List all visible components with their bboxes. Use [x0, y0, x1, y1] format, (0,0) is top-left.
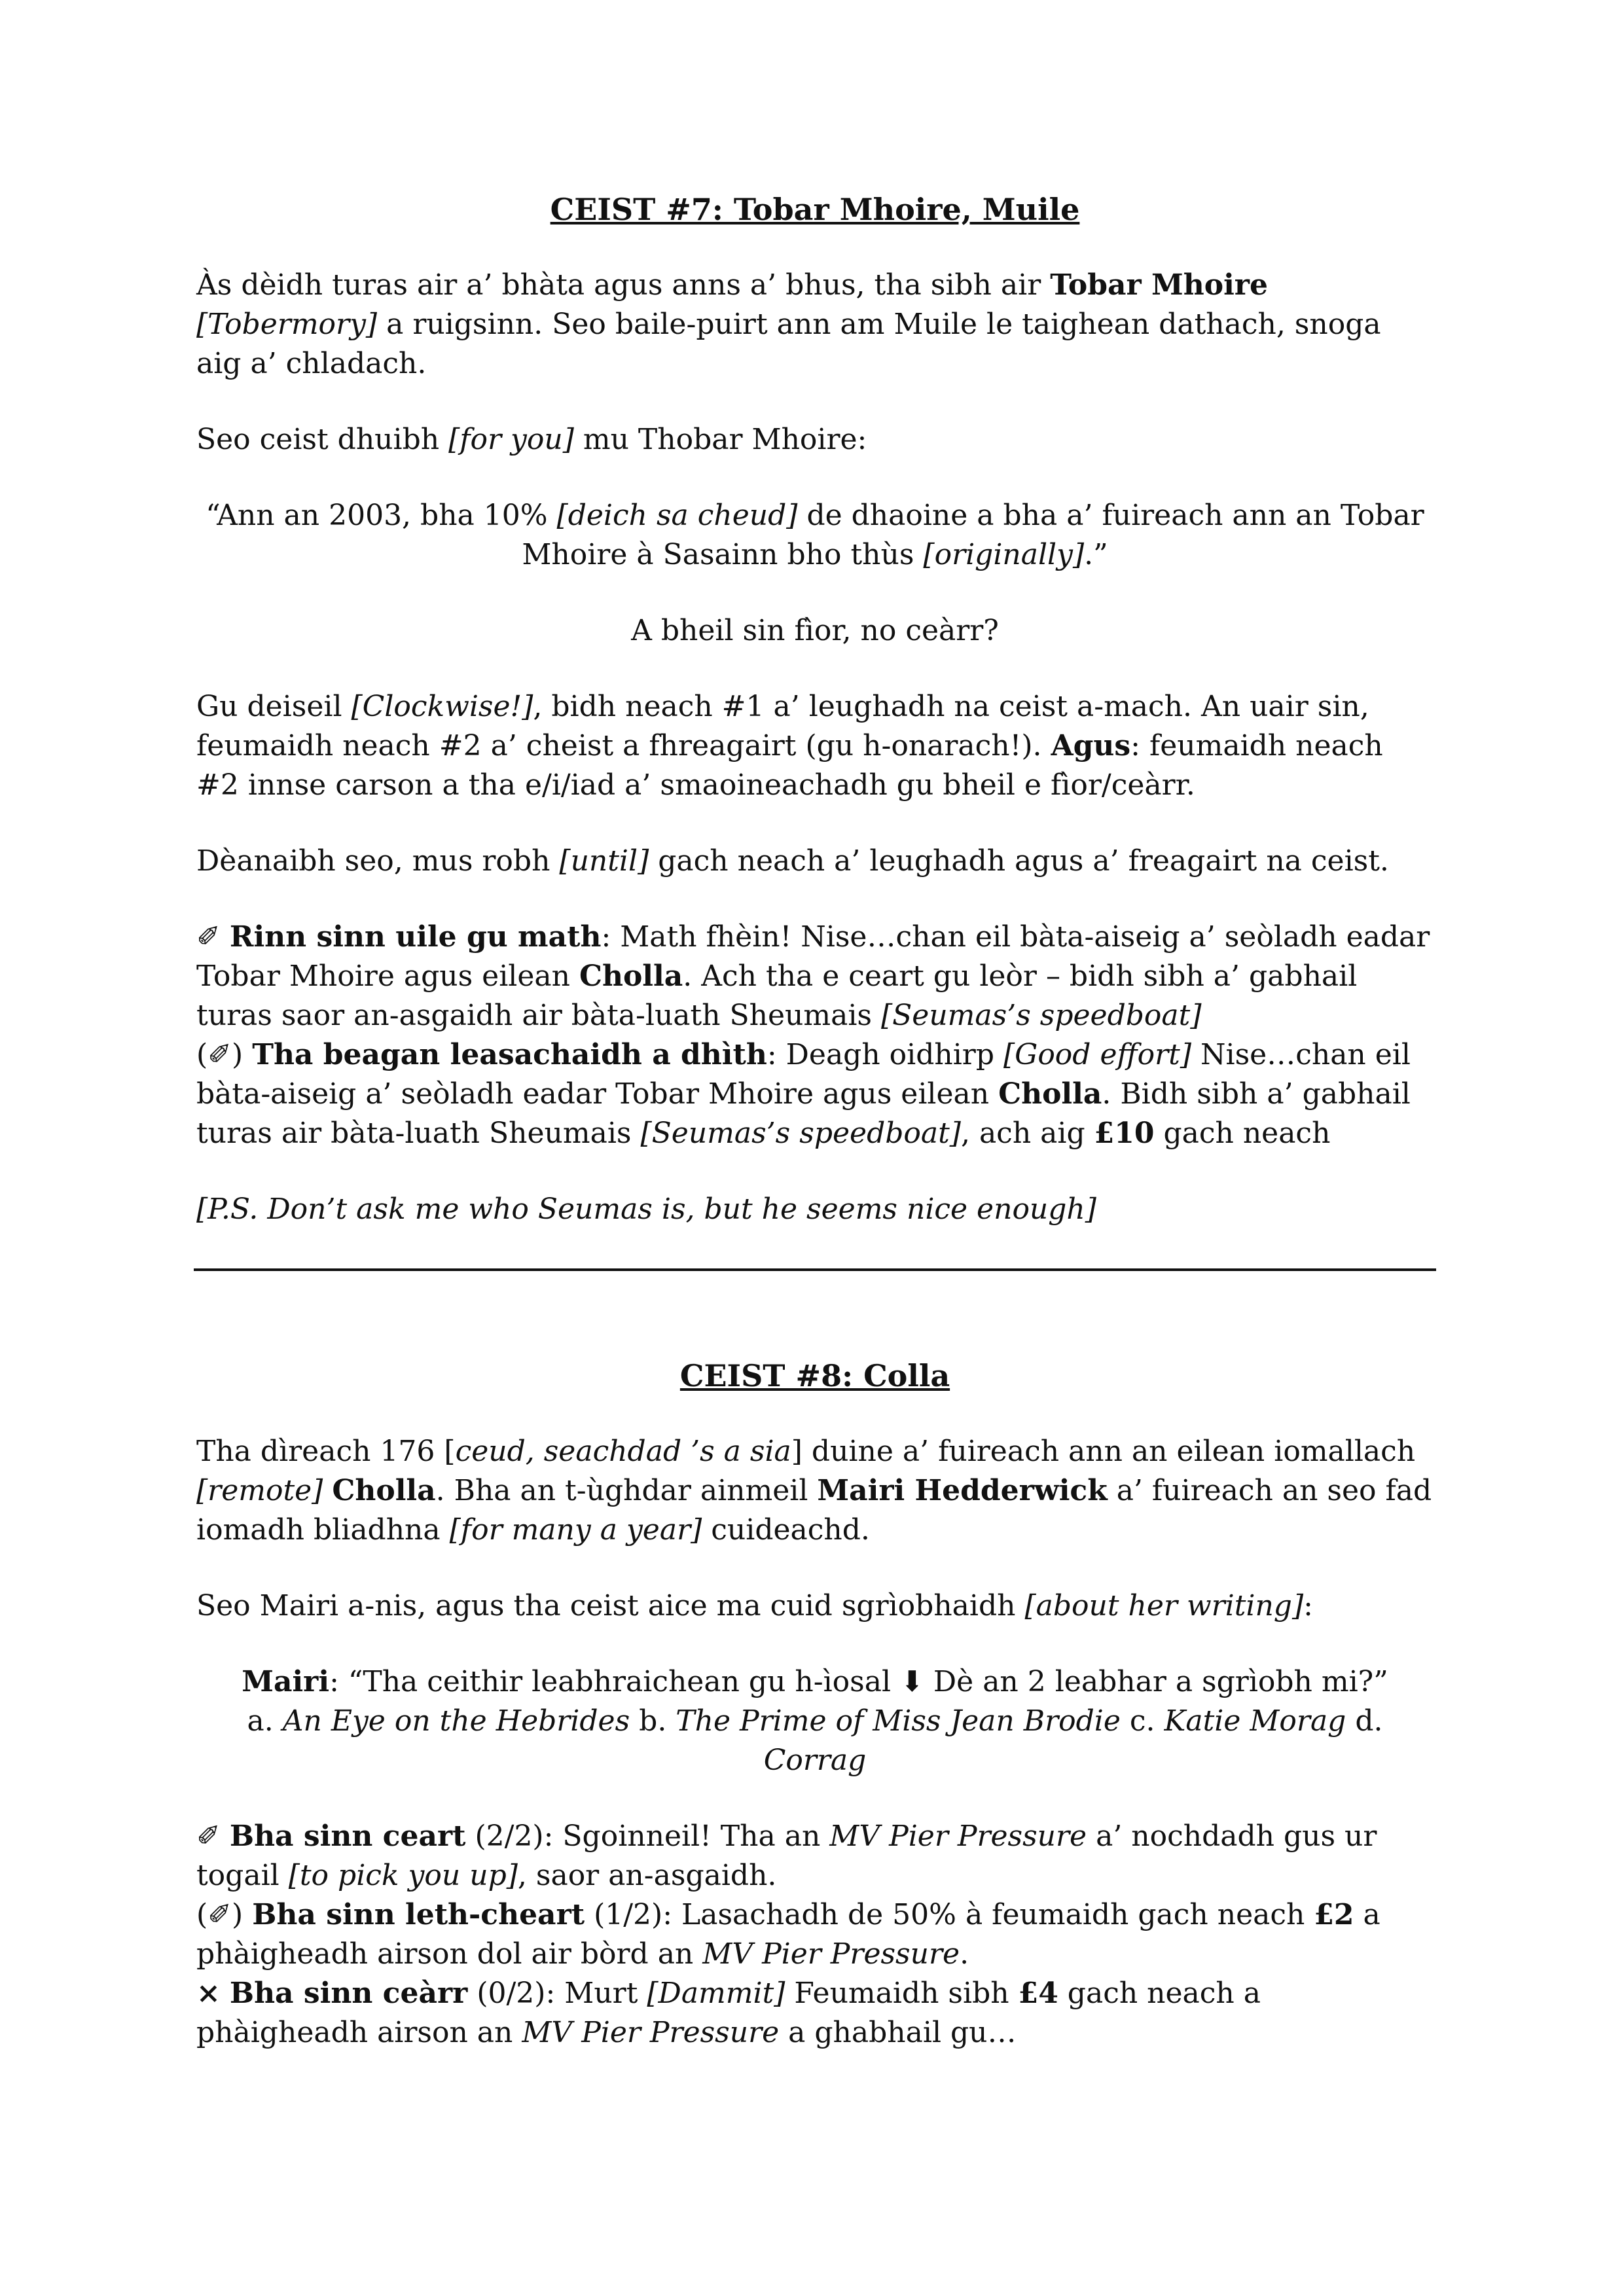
q7-rules [196, 687, 1434, 805]
option-label: c. [1120, 1704, 1164, 1738]
text: a phàigheadh airson dol air bòrd an [196, 1898, 1380, 1971]
option-label: b. [630, 1704, 676, 1738]
text: de dhaoine a bha a’ fuireach ann an Tobar Mhoire à Sasainn bho thùs [522, 499, 1424, 571]
option-d: Corrag [763, 1744, 867, 1777]
text: “Ann an 2003, bha 10% [206, 499, 557, 532]
text: a’ nochdadh gus ur togail [196, 1820, 1377, 1892]
q8-ask [196, 1587, 1434, 1626]
text: Às dèidh turas air a’ bhàta agus anns a’ bhus, tha sibh air [196, 268, 1051, 302]
text: : [1303, 1589, 1313, 1623]
text: Feumaidh sibh [785, 1977, 1019, 2010]
text: a ghabhail gu… [779, 2016, 1017, 2049]
text: a’ fuireach an seo fad iomadh bliadhna [196, 1474, 1432, 1547]
text: (2/2): Sgoinneil! Tha an [465, 1820, 830, 1853]
text: . Bha an t-ùghdar ainmeil [435, 1474, 818, 1507]
q8-intro [196, 1432, 1434, 1550]
text: Seo ceist dhuibh [196, 423, 449, 456]
outcome-label: Tha beagan leasachaidh a dhìth [252, 1038, 767, 1071]
page-content [196, 190, 1434, 2089]
text: : Deagh oidhirp [767, 1038, 1003, 1071]
place-name: Cholla [998, 1077, 1102, 1111]
text: Dèanaibh seo, mus robh [196, 844, 560, 878]
option-label: a. [247, 1704, 283, 1738]
translation: ceud, seachdad ’s a sia [455, 1435, 791, 1468]
q7-quote [196, 496, 1434, 575]
q8-outcome-bad [196, 1974, 1434, 2053]
emphasis: Agus [1051, 729, 1131, 762]
place-name: Cholla [579, 960, 683, 993]
option-b: The Prime of Miss Jean Brodie [676, 1704, 1121, 1738]
q7-repeat [196, 842, 1434, 881]
text: . [960, 1937, 969, 1971]
text [323, 1474, 332, 1507]
option-a: An Eye on the Hebrides [282, 1704, 630, 1738]
ship-name: MV Pier Pressure [522, 2016, 780, 2049]
translation: [Dammit] [647, 1977, 785, 2010]
speaker-name: Mairi [242, 1665, 330, 1698]
text: gach neach a’ leughadh agus a’ freagairt na ceist. [649, 844, 1389, 878]
check-pencil-icon: ✐ [196, 1820, 221, 1853]
q7-outcome-ok [196, 1035, 1434, 1153]
text: cuideachd. [702, 1513, 870, 1547]
text: Gu deiseil [196, 690, 352, 723]
text: , ach aig [960, 1117, 1094, 1150]
text: Nise…chan eil bàta-aiseig a’ seòladh eadar Tobar Mhoire agus eilean [196, 1038, 1411, 1111]
text: (1/2): Lasachadh de 50% à feumaidh gach neach [585, 1898, 1314, 1931]
q8-outcome-ok [196, 1895, 1434, 1974]
q7-ask [196, 420, 1434, 459]
translation: [until] [559, 844, 649, 878]
text: . Bidh sibh a’ gabhail turas air bàta-luath Sheumais [196, 1077, 1411, 1150]
translation: [about her writing] [1024, 1589, 1304, 1623]
option-c: Katie Morag [1164, 1704, 1346, 1738]
translation: [for many a year] [449, 1513, 702, 1547]
text: : “Tha ceithir leabhraichean gu h-ìosal [329, 1665, 901, 1698]
text: .” [1084, 538, 1108, 571]
question-7-heading: CEIST #7: Tobar Mhoire, Muile [550, 192, 1080, 227]
arrow-down-icon: ⬇ [900, 1665, 924, 1698]
text: Seo Mairi a-nis, agus tha ceist aice ma cuid sgrìobhaidh [196, 1589, 1025, 1623]
q8-outcome-good [196, 1817, 1434, 1895]
check-pencil-icon: ✐ [196, 920, 221, 954]
option-label: d. [1346, 1704, 1383, 1738]
text: , bidh neach #1 a’ leughadh na ceist a-mach. An uair sin, feumaidh neach #2 a’ cheist a fhreagairt (gu h-onarach!). [196, 690, 1369, 762]
cross-icon: × [196, 1977, 221, 2010]
price: £4 [1018, 1977, 1058, 2010]
translation: [Tobermory] [196, 308, 378, 341]
check-pencil-icon: (✐) [196, 1038, 244, 1071]
outcome-label: Bha sinn ceàrr [229, 1977, 468, 2010]
ps-note: [P.S. Don’t ask me who Seumas is, but he seems nice enough] [196, 1193, 1096, 1226]
place-name: Cholla [332, 1474, 436, 1507]
text: Dè an 2 leabhar a sgrìobh mi?” [924, 1665, 1388, 1698]
text: . Ach tha e ceart gu leòr – bidh sibh a’ gabhail turas saor an-asgaidh air bàta-luath Sheumais [196, 960, 1358, 1032]
text: : feumaidh neach #2 innse carson a tha e/i/iad a’ smaoineachadh gu bheil e fìor/ceàrr. [196, 729, 1383, 802]
question-8-heading: CEIST #8: Colla [679, 1358, 950, 1393]
translation: [Seumas’s speedboat] [640, 1117, 961, 1150]
translation: [Seumas’s speedboat] [881, 999, 1202, 1032]
text: , saor an-asgaidh. [517, 1859, 777, 1892]
place-name: Tobar Mhoire [1050, 268, 1268, 302]
price: £2 [1314, 1898, 1354, 1931]
price: £10 [1094, 1117, 1155, 1150]
text: gach neach [1154, 1117, 1331, 1150]
outcome-label: Bha sinn leth-cheart [252, 1898, 585, 1931]
translation: [Good effort] [1003, 1038, 1192, 1071]
q8-quote [196, 1662, 1434, 1780]
q7-intro [196, 266, 1434, 384]
text: Tha dìreach 176 [ [196, 1435, 456, 1468]
translation: [to pick you up] [288, 1859, 518, 1892]
author-name: Mairi Hedderwick [817, 1474, 1108, 1507]
q7-outcome-good [196, 918, 1434, 1035]
text: : Math fhèin! Nise…chan eil bàta-aiseig a’ seòladh eadar Tobar Mhoire agus eilean [196, 920, 1430, 993]
outcome-label: Bha sinn ceart [229, 1820, 466, 1853]
text: mu Thobar Mhoire: [573, 423, 867, 456]
translation: [deich sa cheud] [556, 499, 798, 532]
check-pencil-icon: (✐) [196, 1898, 244, 1931]
outcome-label: Rinn sinn uile gu math [229, 920, 602, 954]
ship-name: MV Pier Pressure [702, 1937, 960, 1971]
text: a ruigsinn. Seo baile-puirt ann am Muile le taighean dathach, snoga aig a’ chladach. [196, 308, 1381, 380]
translation: [for you] [448, 423, 574, 456]
section-divider [194, 1268, 1436, 1271]
text: gach neach a phàigheadh airson an [196, 1977, 1261, 2049]
ship-name: MV Pier Pressure [829, 1820, 1087, 1853]
translation: [remote] [196, 1474, 323, 1507]
text: (0/2): Murt [467, 1977, 647, 2010]
q7-question: A bheil sin fìor, no ceàrr? [631, 614, 999, 647]
translation: [Clockwise!] [351, 690, 533, 723]
text: ] duine a’ fuireach ann an eilean iomallach [791, 1435, 1416, 1468]
q7-ps [196, 1190, 1434, 1229]
translation: [originally] [923, 538, 1085, 571]
